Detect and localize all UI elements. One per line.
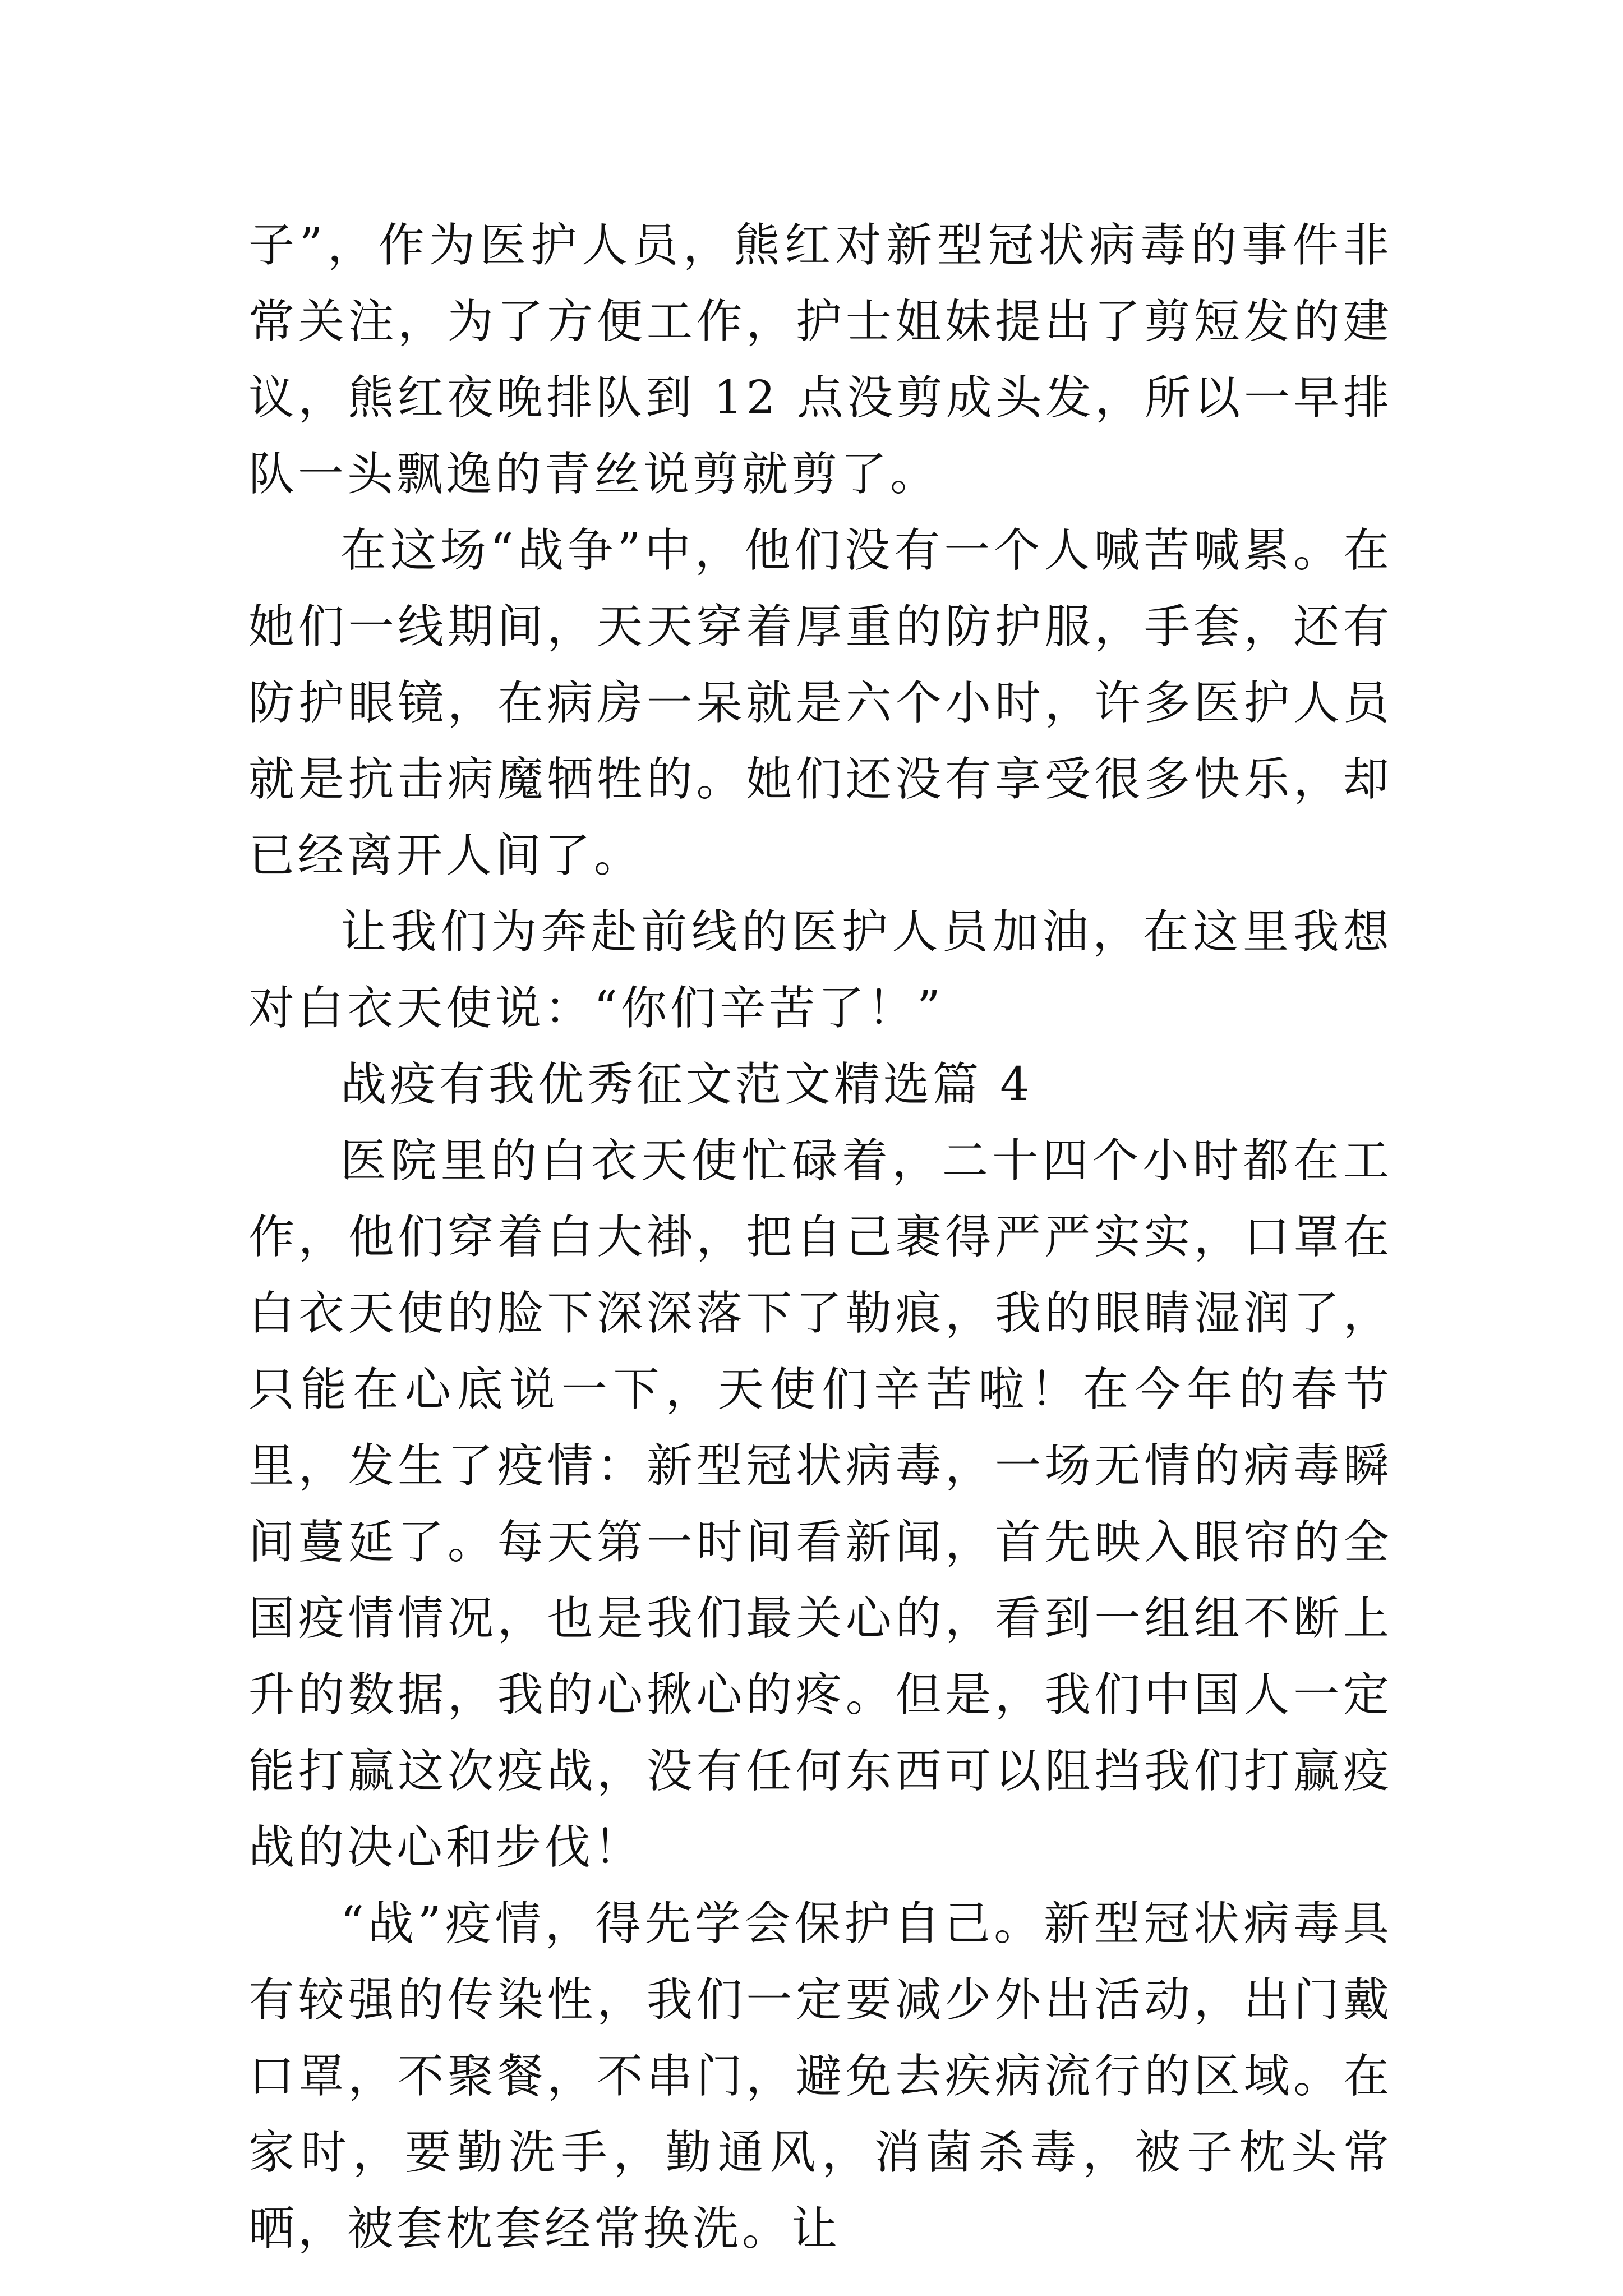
paragraph: 让我们为奔赴前线的医护人员加油，在这里我想对白衣天使说：“你们辛苦了！” <box>248 905 1393 1035</box>
paragraph-continuation: 子”，作为医护人员，熊红对新型冠状病毒的事件非常关注，为了方便工作，护士姐妹提出了剪短发的建议，熊红夜晚排队到 12 点没剪成头发，所以一早排队一头飘逸的青丝说剪就剪了。 <box>248 219 1393 501</box>
paragraph: 医院里的白衣天使忙碌着，二十四个小时都在工作，他们穿着白大褂，把自己裹得严严实实，口罩在白衣天使的脸下深深落下了勒痕，我的眼睛湿润了，只能在心底说一下，天使们辛苦啦！在今年的春节里，发生了疫情：新型冠状病毒，一场无情的病毒瞬间蔓延了。每天第一时间看新闻，首先映入眼帘的全国疫情情况，也是我们最关心的，看到一组组不断上升的数据，我的心揪心的疼。但是，我们中国人一定能打赢这次疫战，没有任何东西可以阻挡我们打赢疫战的决心和步伐！ <box>248 1134 1393 1874</box>
paragraph: “战”疫情，得先学会保护自己。新型冠状病毒具有较强的传染性，我们一定要减少外出活动，出门戴口罩，不聚餐，不串门，避免去疾病流行的区域。在家时，要勤洗手，勤通风，消菌杀毒，被子枕头常晒，被套枕套经常换洗。让 <box>248 1897 1393 2256</box>
document-body <box>248 208 1393 2267</box>
section-heading: 战疫有我优秀征文范文精选篇 4 <box>340 1058 1033 1111</box>
paragraph: 在这场“战争”中，他们没有一个人喊苦喊累。在她们一线期间，天天穿着厚重的防护服，手套，还有防护眼镜，在病房一呆就是六个小时，许多医护人员就是抗击病魔牺牲的。她们还没有享受很多快乐，却已经离开人间了。 <box>248 524 1393 882</box>
